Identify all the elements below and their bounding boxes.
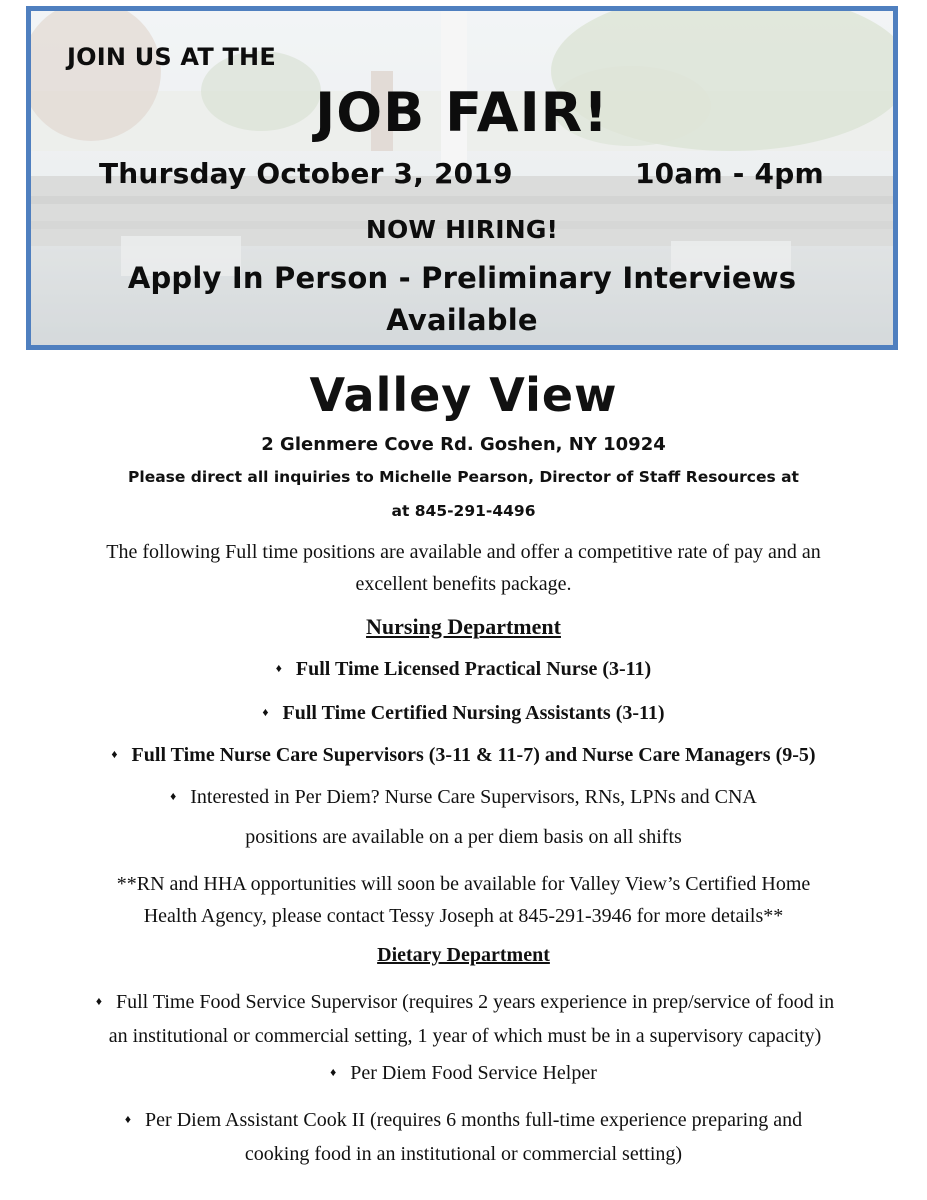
job-fair-banner [26, 6, 898, 350]
list-item-text: Full Time Licensed Practical Nurse (3-11) [295, 658, 652, 680]
list-item-text: Per Diem Food Service Helper [350, 1062, 597, 1084]
diamond-bullet-icon: ♦ [170, 789, 177, 803]
list-item-text: Full Time Nurse Care Supervisors (3-11 & 11-7) and Nurse Care Managers (9-5) [131, 744, 816, 766]
list-item-line [10, 986, 920, 1020]
join-us-text: JOIN US AT THE [67, 43, 276, 71]
nursing-department-heading: Nursing Department [366, 614, 561, 639]
diamond-bullet-icon: ♦ [262, 705, 269, 719]
list-item [0, 744, 927, 767]
organization-address: 2 Glenmere Cove Rd. Goshen, NY 10924 [261, 434, 666, 455]
intro-line: The following Full time positions are available and offer a competitive rate of pay and an [106, 541, 821, 563]
job-fair-title: JOB FAIR! [315, 81, 609, 144]
list-item-continuation: positions are available on a per diem basis on all shifts [245, 826, 682, 848]
list-item-line: cooking food in an institutional or commercial setting) [244, 1143, 683, 1165]
diamond-bullet-icon: ♦ [330, 1065, 337, 1079]
inquiries-text: Please direct all inquiries to Michelle Pearson, Director of Staff Resources at [128, 468, 799, 486]
list-item [0, 658, 927, 681]
organization-name: Valley View [309, 368, 618, 422]
event-date: Thursday October 3, 2019 [99, 157, 513, 190]
list-item [0, 1062, 927, 1085]
available-text: Available [386, 303, 538, 337]
list-item [10, 986, 920, 1052]
apply-in-person-text: Apply In Person - Preliminary Interviews [127, 261, 797, 295]
now-hiring-text: NOW HIRING! [365, 215, 559, 244]
list-item-line [0, 1104, 927, 1138]
event-time: 10am - 4pm [635, 157, 824, 190]
inquiries-phone: at 845-291-4496 [391, 502, 536, 520]
list-item-line: an institutional or commercial setting, 1 year of which must be in a supervisory capacity) [108, 1025, 822, 1047]
dietary-department-heading: Dietary Department [377, 944, 550, 966]
diamond-bullet-icon: ♦ [275, 661, 282, 675]
list-item [0, 1104, 927, 1170]
list-item [0, 702, 927, 725]
list-item-text: Full Time Food Service Supervisor (requires 2 years experience in prep/service of food in [115, 991, 835, 1013]
rn-hha-note [0, 868, 927, 932]
diamond-bullet-icon: ♦ [95, 994, 102, 1008]
note-line: **RN and HHA opportunities will soon be available for Valley View’s Certified Home [116, 873, 811, 895]
note-line: Health Agency, please contact Tessy Joseph at 845-291-3946 for more details** [143, 905, 784, 927]
intro-paragraph [0, 536, 927, 600]
diamond-bullet-icon: ♦ [111, 747, 118, 761]
list-item-text: Per Diem Assistant Cook II (requires 6 months full-time experience preparing and [145, 1109, 803, 1131]
diamond-bullet-icon: ♦ [124, 1112, 132, 1126]
intro-line: excellent benefits package. [355, 573, 572, 595]
list-item-text: Interested in Per Diem? Nurse Care Supervisors, RNs, LPNs and CNA [190, 786, 757, 808]
list-item-text: Full Time Certified Nursing Assistants (3-11) [282, 702, 665, 724]
list-item [0, 786, 927, 809]
